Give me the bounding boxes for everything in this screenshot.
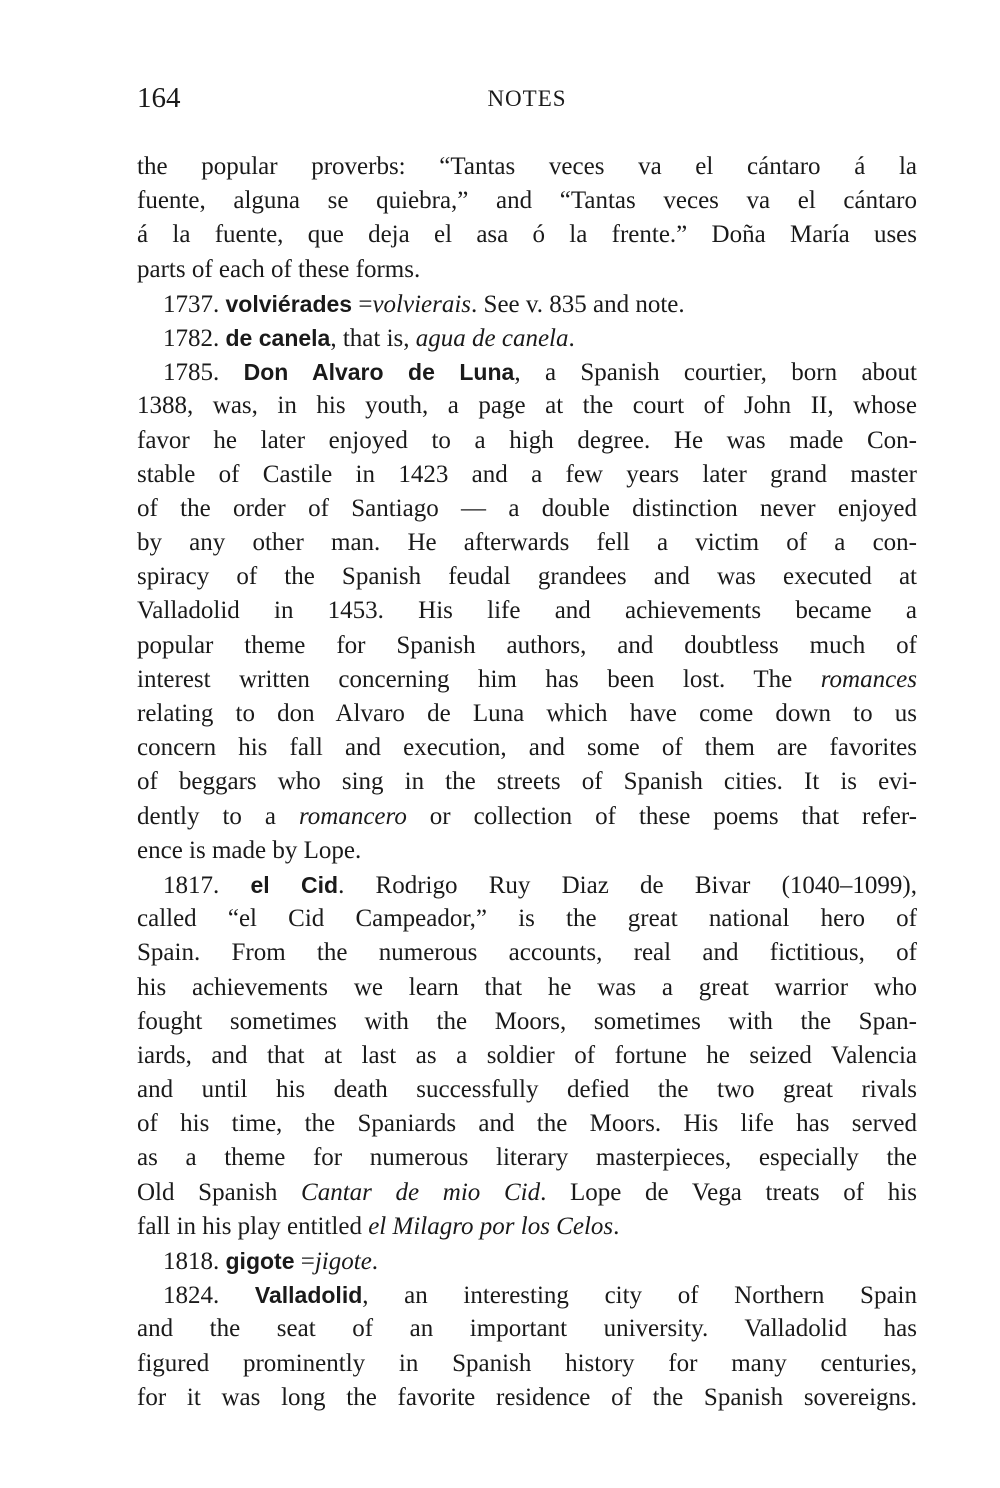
headword: gigote (225, 1248, 295, 1274)
text-segment: for it was long the favorite residence of the Spanish sovereigns. (137, 1383, 917, 1411)
text-segment: Old Spanish (137, 1178, 302, 1206)
text-segment: 1782. (163, 324, 226, 352)
text-segment: 1818. (163, 1248, 226, 1275)
text-line (137, 526, 917, 560)
text-line (137, 663, 917, 697)
text-segment: ence is made by Lope. (137, 836, 362, 864)
text-line (137, 1347, 917, 1381)
text-line (137, 287, 917, 321)
italic-term: jigote (314, 1248, 372, 1275)
italic-term: agua de canela (415, 324, 569, 352)
text-line (137, 150, 917, 184)
text-line (137, 834, 917, 868)
text-line (137, 253, 917, 287)
text-segment: of his time, the Spaniards and the Moors. His life has served (137, 1110, 917, 1138)
text-line (137, 936, 917, 970)
text-segment: , that is, (330, 324, 416, 352)
text-segment: fuente, alguna se quiebra,” and “Tantas veces va el cántaro (137, 187, 917, 215)
headword: Valladolid (254, 1282, 363, 1309)
text-line (137, 1381, 917, 1415)
text-line (137, 800, 917, 834)
text-line (137, 697, 917, 731)
text-segment: as a theme for numerous literary masterpieces, especially the (137, 1144, 917, 1172)
text-line (137, 458, 917, 492)
text-segment: called “el Cid Campeador,” is the great national hero of (137, 905, 917, 933)
text-segment: stable of Castile in 1423 and a few years later grand master (137, 460, 917, 488)
text-line (137, 1005, 917, 1039)
text-segment: = (352, 290, 373, 318)
headword: el Cid (250, 871, 339, 898)
text-segment: 1824. (163, 1282, 255, 1310)
text-line (137, 1073, 917, 1107)
text-segment: parts of each of these forms. (137, 255, 421, 283)
page-header (137, 82, 917, 122)
text-segment: dently to a (137, 802, 299, 830)
text-segment: and until his death successfully defied the two great rivals (137, 1076, 917, 1104)
text-segment: 1817. (163, 871, 251, 899)
text-line (137, 1107, 917, 1141)
text-line (137, 594, 917, 628)
text-segment: á la fuente, que deja el asa ó la frente.” Doña María uses (137, 221, 917, 249)
text-segment: fall in his play entitled (137, 1212, 369, 1240)
text-segment: figured prominently in Spanish history for many centuries, (137, 1349, 917, 1377)
text-segment: . (371, 1248, 379, 1275)
text-segment: , an interesting city of Northern Spain (362, 1282, 917, 1310)
text-segment: . Lope de Vega treats of his (540, 1178, 917, 1206)
page-number: 164 (137, 82, 181, 114)
text-line (137, 389, 917, 423)
italic-term: romancero (298, 802, 407, 830)
text-line (137, 492, 917, 526)
text-line (137, 1176, 917, 1210)
text-line (137, 1210, 917, 1244)
text-segment: . (613, 1212, 620, 1240)
text-line (137, 868, 917, 902)
text-line (137, 218, 917, 252)
text-segment: = (294, 1248, 315, 1275)
italic-term: volvierais (372, 290, 472, 318)
text-segment: iards, and that at last as a soldier of fortune he seized Valencia (137, 1041, 917, 1069)
text-segment: popular theme for Spanish authors, and doubtless much of (137, 631, 917, 659)
text-segment: of beggars who sing in the streets of Spanish cities. It is evi- (137, 768, 917, 796)
text-line (137, 731, 917, 765)
text-segment: . See v. 835 and note. (471, 290, 685, 318)
italic-term: romances (820, 665, 917, 693)
italic-term: Cantar de mio Cid (301, 1178, 541, 1206)
text-segment: favor he later enjoyed to a high degree. He was made Con- (137, 426, 917, 454)
text-line (137, 765, 917, 799)
text-line (137, 321, 917, 355)
text-segment: 1785. (163, 359, 244, 387)
text-segment: relating to don Alvaro de Luna which have come down to us (137, 700, 917, 727)
text-segment: his achievements we learn that he was a great warrior who (137, 973, 917, 1001)
italic-term: el Milagro por los Celos (368, 1212, 614, 1240)
text-segment: 1737. (163, 290, 226, 318)
text-segment: by any other man. He afterwards fell a victim of a con- (137, 529, 917, 557)
text-segment: Valladolid in 1453. His life and achievements became a (137, 597, 917, 625)
headword: de canela (225, 324, 331, 351)
text-segment: , a Spanish courtier, born about (514, 359, 917, 387)
text-segment: or collection of these poems that refer- (406, 802, 918, 830)
text-segment: 1388, was, in his youth, a page at the court of John II, whose (137, 392, 917, 420)
text-line (137, 629, 917, 663)
text-line (137, 1244, 917, 1278)
text-segment: concern his fall and execution, and some of them are favorites (137, 734, 917, 762)
text-line (137, 1278, 917, 1312)
text-line (137, 184, 917, 218)
notes-body (137, 150, 917, 1415)
text-segment: . Rodrigo Ruy Diaz de Bivar (1040–1099), (338, 871, 918, 899)
text-line (137, 1312, 917, 1346)
text-line (137, 1141, 917, 1175)
text-line (137, 971, 917, 1005)
text-segment: interest written concerning him has been lost. The (137, 665, 821, 693)
text-segment: and the seat of an important university. Valladolid has (137, 1315, 917, 1343)
text-line (137, 560, 917, 594)
text-segment: . (568, 324, 575, 352)
headword: volviérades (225, 290, 353, 317)
text-line (137, 355, 917, 389)
headword: Don Alvaro de Luna (243, 359, 515, 386)
text-line (137, 902, 917, 936)
text-segment: the popular proverbs: “Tantas veces va el cántaro á la (137, 153, 917, 180)
text-line (137, 424, 917, 458)
text-segment: spiracy of the Spanish feudal grandees and was executed at (137, 563, 917, 591)
text-segment: Spain. From the numerous accounts, real and fictitious, of (137, 939, 917, 967)
text-segment: of the order of Santiago — a double distinction never enjoyed (137, 494, 917, 522)
running-head: NOTES (487, 86, 567, 111)
text-line (137, 1039, 917, 1073)
text-segment: fought sometimes with the Moors, sometimes with the Span- (137, 1007, 917, 1035)
